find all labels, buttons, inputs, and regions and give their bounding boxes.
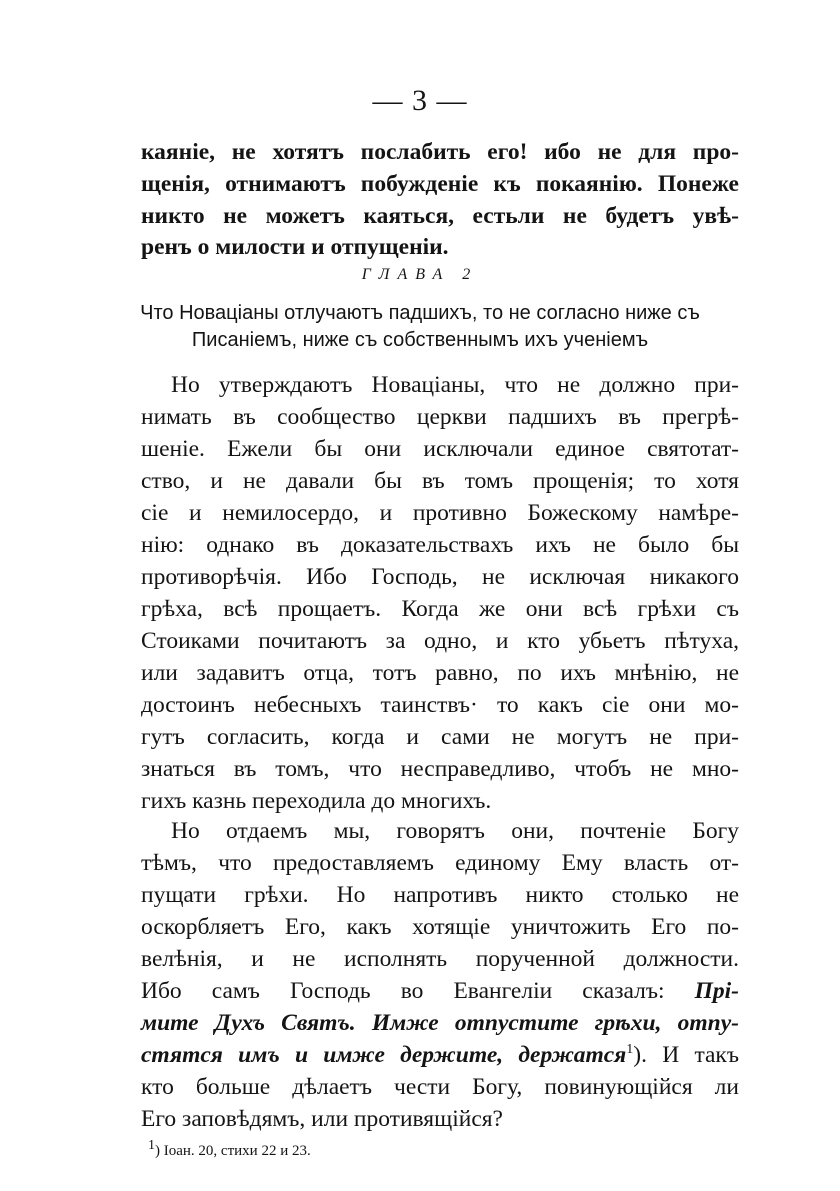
- text-line: нію: однако въ доказательствахъ ихъ не было бы: [141, 532, 739, 558]
- text-line: Стоиками почитаютъ за одно, и кто убьетъ пѣтуха,: [141, 628, 739, 654]
- text-line: тѣмъ, что предоставляемъ единому Ему власть от-: [141, 850, 739, 876]
- chapter-heading: ГЛАВА 2: [361, 266, 479, 283]
- footnote: [148, 1138, 311, 1160]
- footnote-text: ) Іоан. 20, стихи 22 и 23.: [155, 1143, 311, 1159]
- line-text: ). И такъ: [633, 1042, 739, 1068]
- line-text: Ибо самъ Господь во Евангеліи сказалъ:: [141, 978, 665, 1004]
- chapter-subtitle: Что Новаціаны отлучаютъ падшихъ, то не согласно ниже съ: [140, 302, 700, 324]
- text-line: шеніе. Ежели бы они исключали единое святотат-: [141, 436, 739, 462]
- text-line: велѣнія, и не исполнять порученной должности.: [141, 946, 739, 972]
- text-line: сіе и немилосердо, и противно Божескому намѣре-: [141, 500, 739, 526]
- text-line: нимать въ сообщество церкви падшихъ въ прегрѣ-: [141, 404, 739, 430]
- text-line: каяніе, не хотятъ послабить его! ибо не для про-: [141, 139, 739, 165]
- text-line: противорѣчія. Ибо Господь, не исключая никакого: [141, 564, 739, 590]
- text-line: Но утверждаютъ Новаціаны, что не должно при-: [171, 372, 739, 398]
- footnote-mark: 1: [148, 1138, 155, 1153]
- text-line: кто больше дѣлаетъ чести Богу, повинующійся ли: [141, 1074, 739, 1100]
- text-line: никто не можетъ каяться, естьли не будетъ увѣ-: [141, 203, 739, 229]
- text-line: оскорбляетъ Его, какъ хотящіе уничтожить Его по-: [141, 914, 739, 940]
- text-line: грѣха, всѣ прощаетъ. Когда же они всѣ грѣхи съ: [141, 596, 739, 622]
- text-line: достоинъ небесныхъ таинствъ· то какъ сіе они мо-: [141, 692, 739, 718]
- text-line: щенія, отнимаютъ побужденіе къ покаянію. Понеже: [141, 171, 739, 197]
- scripture-quote: мите Духъ Святъ. Имже отпустите грѣхи, отпу-: [141, 1010, 739, 1036]
- text-line: ренъ о милости и отпущеніи.: [141, 234, 449, 260]
- scripture-quote: Прі-: [694, 978, 739, 1004]
- text-line: Его заповѣдямъ, или противящійся?: [141, 1106, 503, 1132]
- text-line: гихъ казнь переходила до многихъ.: [141, 788, 492, 814]
- text-line: или задавитъ отца, тотъ равно, по ихъ мнѣнію, не: [141, 660, 739, 686]
- page-number: — 3 —: [372, 84, 468, 117]
- footnote-marker: 1: [626, 1042, 634, 1058]
- text-line: ство, и не давали бы въ томъ прощенія; то хотя: [141, 468, 739, 494]
- text-line: пущати грѣхи. Но напротивъ никто столько не: [141, 882, 739, 908]
- text-line: [141, 976, 739, 1006]
- chapter-subtitle: Писаніемъ, ниже съ собственнымъ ихъ ученіемъ: [191, 329, 649, 351]
- text-line: Но отдаемъ мы, говорятъ они, почтеніе Богу: [171, 818, 739, 844]
- text-line: гутъ согласить, когда и сами не могутъ не при-: [141, 724, 739, 750]
- text-line: знаться въ томъ, что несправедливо, чтобъ не мно-: [141, 756, 739, 782]
- text-line: [141, 1040, 739, 1070]
- scripture-quote: стятся имъ и имже держите, держатся: [141, 1042, 627, 1068]
